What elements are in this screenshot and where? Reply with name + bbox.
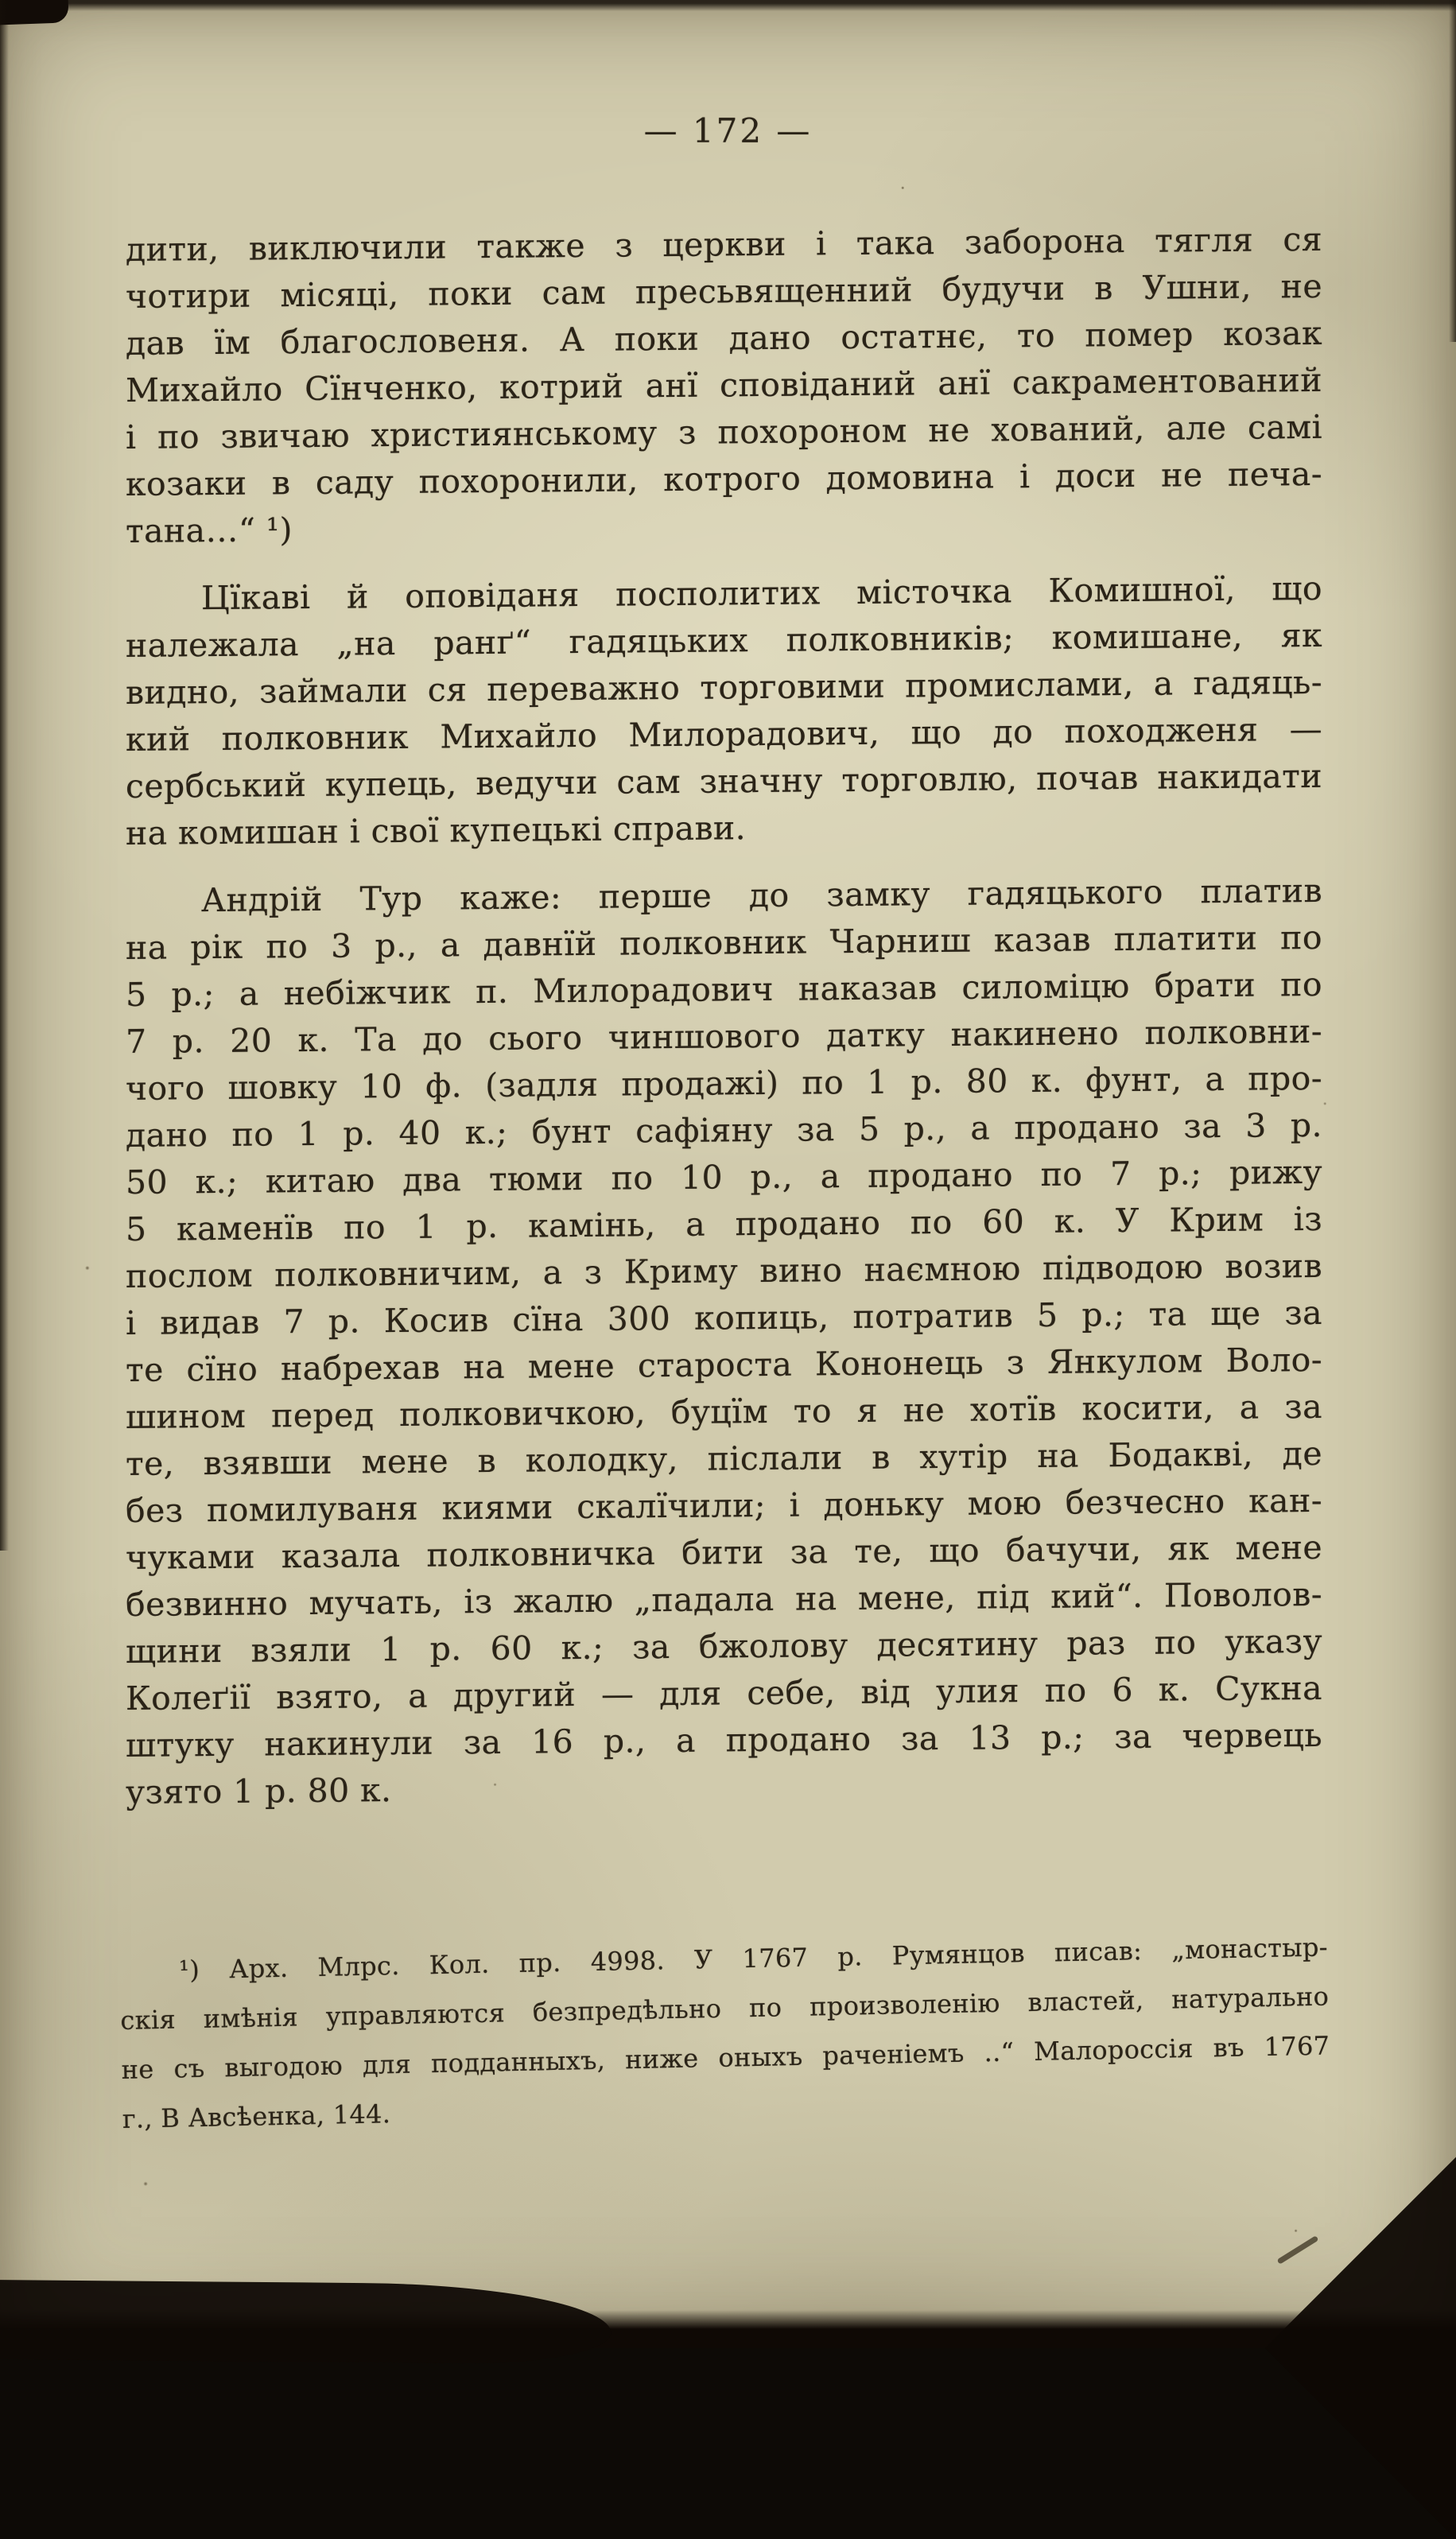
text-line: г., В Авсѣенка, 144.: [122, 2098, 391, 2134]
text-line: і по звичаю християнському з похороном не хований, але самі: [126, 407, 1322, 456]
text-line: дав їм благословеня. А поки дано остатнє, то помер козак: [126, 313, 1322, 363]
page-number-header: — 172 —: [643, 111, 813, 150]
text-line: Андрій Тур каже: перше до замку гадяцького платив: [201, 871, 1322, 920]
text-line: дано по 1 р. 40 к.; бунт сафіяну за 5 р., а продано за 3 р.: [126, 1105, 1322, 1155]
page-edge-bottom-left-corner: [0, 2280, 612, 2365]
text-line: дити, виключили также з церкви і така заборона тягля ся: [126, 219, 1322, 269]
text-line: Цїкаві й оповіданя посполитих місточка Комишної, що: [201, 569, 1322, 618]
page-edge-top-left-corner: [0, 0, 69, 25]
text-line: тана…“ ¹): [126, 511, 293, 550]
page-edge-top: [0, 0, 1456, 11]
text-line: на комишан і свої купецькі справи.: [126, 809, 747, 852]
paragraph-continuation: [126, 216, 1322, 555]
page-edge-right-top: [1449, 0, 1456, 342]
text-line: шином перед полковичкою, буцїм то я не хотїв косити, а за: [126, 1387, 1322, 1436]
text-line: 50 к.; китаю два тюми по 10 р., а продано по 7 р.; рижу: [126, 1152, 1322, 1202]
text-line: послом полковничим, а з Криму вино наємною підводою возив: [126, 1246, 1322, 1295]
text-line: штуку накинули за 16 р., а продано за 13 р.; за червець: [126, 1715, 1322, 1764]
text-line: сербський купець, ведучи сам значну торговлю, почав накидати: [126, 756, 1322, 806]
text-line: не съ выгодою для подданныхъ, ниже оныхъ раченіемъ ..“ Малороссія въ 1767: [121, 2030, 1330, 2085]
text-line: 5 р.; а небіжчик п. Милорадович наказав силоміцю брати по: [126, 965, 1322, 1014]
text-line: і видав 7 р. Косив сїна 300 копиць, потратив 5 р.; та ще за: [126, 1293, 1322, 1342]
page-edge-bottom: [0, 2310, 1456, 2348]
text-line: кий полковник Михайло Милорадович, що до походженя —: [126, 709, 1322, 759]
text-line: чого шовку 10 ф. (задля продажі) по 1 р. 80 к. фунт, а про-: [126, 1058, 1322, 1108]
footnote: [119, 1923, 1332, 2144]
text-line: те сїно набрехав на мене староста Кононець з Янкулом Воло-: [126, 1340, 1322, 1389]
text-line: належала „на ранґ“ гадяцьких полковників; комишане, як: [126, 615, 1322, 665]
text-line: видно, займали ся переважно торговими промислами, а гадяць-: [126, 662, 1322, 712]
scan-artifact-slash: [1277, 2235, 1319, 2265]
page-edge-left: [0, 0, 9, 1551]
main-text: [126, 216, 1322, 1816]
text-line: на рік по 3 р., а давнїй полковник Чарниш казав платити по: [126, 918, 1322, 967]
text-line: узято 1 р. 80 к.: [126, 1771, 392, 1811]
text-line: безвинно мучать, із жалю „падала на мене, під кий“. Поволов-: [126, 1574, 1322, 1624]
text-line: ¹) Арх. Млрс. Кол. пр. 4998. У 1767 р. Румянцов писав: „монастыр-: [178, 1931, 1329, 1986]
text-line: те, взявши мене в колодку, післали в хутір на Бодакві, де: [126, 1434, 1322, 1483]
text-line: 7 р. 20 к. Та до сього чиншового датку накинено полковни-: [126, 1011, 1322, 1061]
paragraph-andrij-tur: [126, 868, 1322, 1816]
text-line: щини взяли 1 р. 60 к.; за бжолову десятину раз по указу: [126, 1621, 1322, 1671]
text-line: чуками казала полковничка бити за те, що бачучи, як мене: [126, 1528, 1322, 1577]
text-line: Колеґії взято, а другий — для себе, від улия по 6 к. Сукна: [126, 1668, 1322, 1718]
text-line: Михайло Сїнченко, котрий анї сповіданий анї сакраментований: [126, 360, 1322, 410]
text-line: без помилуваня киями скалїчили; і доньку мою безчесно кан-: [126, 1481, 1322, 1530]
text-line: 5 каменїв по 1 р. камінь, а продано по 60 к. У Крим із: [126, 1199, 1322, 1248]
text-line: козаки в саду похоронили, котрого домовина і доси не печа-: [126, 454, 1322, 503]
text-line: скія имѣнія управляются безпредѣльно по произволенію властей, натурально: [119, 1981, 1330, 2036]
text-line: чотири місяці, поки сам пресьвященний будучи в Ушни, не: [126, 266, 1322, 316]
paragraph-komyshna: [126, 565, 1322, 857]
